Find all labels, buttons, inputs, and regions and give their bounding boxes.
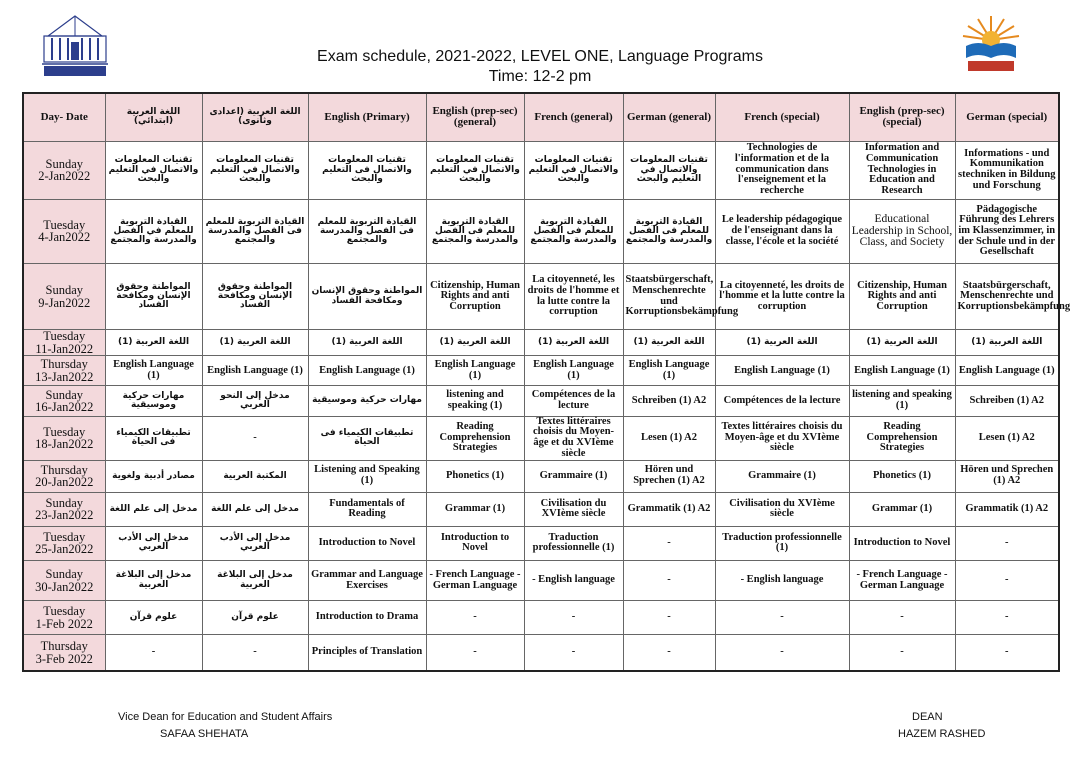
exam-cell: المكتبة العربية xyxy=(202,460,308,492)
exam-cell: Compétences de la lecture xyxy=(715,386,849,416)
exam-cell: Pädagogische Führung des Lehrers im Klassenzimmer, in der Schule und in der Gesellschaft xyxy=(955,199,1059,263)
table-row xyxy=(23,635,1059,671)
table-row xyxy=(23,356,1059,386)
date-label: 9-Jan2022 xyxy=(38,295,91,310)
exam-cell: Reading Comprehension Strategies xyxy=(849,416,955,460)
column-header: French (general) xyxy=(524,93,623,141)
exam-cell: Technologies de l'information et de la communication dans l'enseignement et la recherche xyxy=(715,141,849,199)
exam-cell: تقنيات المعلومات والاتصال فى التعليم والبحث xyxy=(308,141,426,199)
exam-cell: تقنيات المعلومات والاتصال في التعليم والبحث xyxy=(524,141,623,199)
table-row xyxy=(23,416,1059,460)
date-cell xyxy=(23,416,105,460)
exam-cell: Staatsbürgerschaft, Menschenrechte und Korruptionsbekämpfung xyxy=(955,263,1059,329)
exam-cell: Introduction to Novel xyxy=(426,526,524,560)
exam-cell: - xyxy=(426,635,524,671)
table-row xyxy=(23,460,1059,492)
exam-cell: Grammatik (1) A2 xyxy=(955,492,1059,526)
exam-cell: Grammaire (1) xyxy=(524,460,623,492)
date-cell xyxy=(23,356,105,386)
exam-cell: Phonetics (1) xyxy=(426,460,524,492)
exam-cell: Introduction to Drama xyxy=(308,601,426,635)
exam-cell: Listening and Speaking (1) xyxy=(308,460,426,492)
exam-cell: علوم قرآن xyxy=(202,601,308,635)
exam-cell: English Language (1) xyxy=(524,356,623,386)
table-body xyxy=(23,141,1071,671)
exam-cell: - xyxy=(202,635,308,671)
exam-cell: Lesen (1) A2 xyxy=(955,416,1059,460)
exam-cell: English Language (1) xyxy=(426,356,524,386)
day-label: Sunday xyxy=(45,567,83,582)
exam-cell: - xyxy=(623,526,715,560)
exam-cell: اللغة العربية (1) xyxy=(202,330,308,356)
exam-cell: La citoyenneté, les droits de l'homme et la lutte contre la corruption xyxy=(524,263,623,329)
column-header: اللغة العربية (اعدادى وثانوى) xyxy=(202,93,308,141)
date-cell xyxy=(23,141,105,199)
exam-cell: Hören und Sprechen (1) A2 xyxy=(623,460,715,492)
exam-cell: - xyxy=(955,560,1059,600)
date-cell xyxy=(23,635,105,671)
exam-cell: القيادة التربوية للمعلم في الفصل والمدرسة والمجتمع xyxy=(105,199,202,263)
table-row xyxy=(23,492,1059,526)
date-label: 16-Jan2022 xyxy=(35,400,94,414)
exam-cell: - xyxy=(202,416,308,460)
date-cell xyxy=(23,460,105,492)
exam-cell: اللغة العربية (1) xyxy=(426,330,524,356)
exam-cell: مدخل إلى الأدب العربي xyxy=(105,526,202,560)
exam-cell: Traduction professionnelle (1) xyxy=(715,526,849,560)
date-label: 2-Jan2022 xyxy=(38,169,91,184)
exam-schedule-table xyxy=(22,92,1071,672)
exam-time: Time: 12-2 pm xyxy=(488,68,592,85)
exam-cell: - xyxy=(715,635,849,671)
date-label: 20-Jan2022 xyxy=(35,475,94,490)
column-header: Day- Date xyxy=(23,93,105,141)
exam-cell: Grammar (1) xyxy=(426,492,524,526)
exam-cell: القيادة التربوية للمعلم فى الفصل والمدرسة والمجتمع xyxy=(426,199,524,263)
day-label: Sunday xyxy=(45,283,83,298)
day-label: Tuesday xyxy=(43,604,86,619)
date-cell xyxy=(23,263,105,329)
exam-cell: المواطنة وحقوق الإنسان ومكافحة الفساد xyxy=(202,263,308,329)
university-logo xyxy=(38,14,112,78)
exam-cell: - xyxy=(955,526,1059,560)
exam-cell: Textes littéraires choisis du Moyen-âge et du XVIème siècle xyxy=(524,416,623,460)
exam-cell: تطبيقات الكيمياء فى الحياة xyxy=(105,416,202,460)
exam-cell: Grammar and Language Exercises xyxy=(308,560,426,600)
date-cell xyxy=(23,601,105,635)
exam-cell: Le leadership pédagogique de l'enseignant dans la classe, l'école et la société xyxy=(715,199,849,263)
exam-cell: English Language (1) xyxy=(105,356,202,386)
table-row xyxy=(23,199,1059,263)
exam-cell: - xyxy=(105,635,202,671)
exam-cell: Civilisation du XVIème siècle xyxy=(715,492,849,526)
date-label: 1-Feb 2022 xyxy=(35,616,93,631)
date-cell xyxy=(23,526,105,560)
exam-cell: Citizenship, Human Rights and anti Corruption xyxy=(849,263,955,329)
exam-cell: - xyxy=(715,601,849,635)
date-label: 25-Jan2022 xyxy=(35,542,94,557)
exam-cell: listening and speaking (1) xyxy=(849,386,955,416)
exam-cell: - xyxy=(849,601,955,635)
exam-cell: Reading Comprehension Strategies xyxy=(426,416,524,460)
date-label: 23-Jan2022 xyxy=(35,508,94,523)
exam-cell: اللغة العربية (1) xyxy=(623,330,715,356)
exam-cell: اللغة العربية (1) xyxy=(715,330,849,356)
exam-cell: English Language (1) xyxy=(308,356,426,386)
exam-cell: Compétences de la lecture xyxy=(524,386,623,416)
exam-cell: Staatsbürgerschaft, Menschenrechte und Korruptionsbekämpfung xyxy=(623,263,715,329)
exam-cell: Citizenship, Human Rights and anti Corruption xyxy=(426,263,524,329)
exam-cell: مدخل إلى النحو العربي xyxy=(202,386,308,416)
exam-cell: Phonetics (1) xyxy=(849,460,955,492)
day-label: Sunday xyxy=(45,387,83,402)
exam-cell: المواطنة وحقوق الإنسان ومكافحة الفساد xyxy=(105,263,202,329)
exam-cell: مدخل إلى البلاغة العربية xyxy=(202,560,308,600)
day-label: Tuesday xyxy=(43,424,86,439)
exam-cell: علوم قرآن xyxy=(105,601,202,635)
exam-cell: - xyxy=(524,635,623,671)
exam-cell: مدخل إلى علم اللغة xyxy=(202,492,308,526)
exam-cell: English Language (1) xyxy=(715,356,849,386)
exam-cell: تطبيقات الكيمياء فى الحياة xyxy=(308,416,426,460)
exam-cell: - French Language - German Language xyxy=(426,560,524,600)
exam-cell: Lesen (1) A2 xyxy=(623,416,715,460)
exam-cell: - xyxy=(524,601,623,635)
date-cell xyxy=(23,199,105,263)
day-label: Tuesday xyxy=(43,329,86,344)
table-row xyxy=(23,330,1059,356)
day-label: Tuesday xyxy=(43,217,86,232)
exam-cell: Schreiben (1) A2 xyxy=(623,386,715,416)
exam-cell: - English language xyxy=(524,560,623,600)
schedule-title: Exam schedule, 2021-2022, LEVEL ONE, Language Programs xyxy=(317,48,763,65)
exam-cell: - xyxy=(849,635,955,671)
exam-cell: Grammatik (1) A2 xyxy=(623,492,715,526)
date-label: 30-Jan2022 xyxy=(35,579,94,594)
date-label: 4-Jan2022 xyxy=(38,230,91,245)
column-header: German (general) xyxy=(623,93,715,141)
table-row xyxy=(23,526,1059,560)
table-header-row xyxy=(23,93,1059,141)
table-row xyxy=(23,601,1059,635)
exam-cell: Civilisation du XVIème siècle xyxy=(524,492,623,526)
exam-cell: - xyxy=(623,560,715,600)
table-row xyxy=(23,141,1059,199)
exam-cell: La citoyenneté, les droits de l'homme et la lutte contre la corruption xyxy=(715,263,849,329)
exam-cell: - xyxy=(955,635,1059,671)
exam-cell: Hören und Sprechen (1) A2 xyxy=(955,460,1059,492)
date-cell xyxy=(23,560,105,600)
exam-cell: مهارات حركية وموسيقية xyxy=(105,386,202,416)
day-label: Sunday xyxy=(45,156,83,171)
exam-cell: مهارات حركية وموسيقية xyxy=(308,386,426,416)
date-label: 3-Feb 2022 xyxy=(35,651,93,666)
exam-cell: Grammar (1) xyxy=(849,492,955,526)
exam-cell: مصادر أدبية ولغوية xyxy=(105,460,202,492)
exam-cell: Principles of Translation xyxy=(308,635,426,671)
exam-cell: Information and Communication Technologies in Education and Research xyxy=(849,141,955,199)
dean-title: DEAN xyxy=(912,711,943,723)
vice-dean-title: Vice Dean for Education and Student Affairs xyxy=(118,711,333,723)
exam-cell: listening and speaking (1) xyxy=(426,386,524,416)
exam-cell: English Language (1) xyxy=(849,356,955,386)
exam-cell: تقنيات المعلومات والاتصال في التعليم والبحث xyxy=(426,141,524,199)
faculty-logo xyxy=(958,14,1024,74)
day-label: Thursday xyxy=(40,639,88,654)
exam-cell: - xyxy=(955,601,1059,635)
exam-cell: - English language xyxy=(715,560,849,600)
table-row xyxy=(23,560,1059,600)
dean-name: HAZEM RASHED xyxy=(898,728,986,740)
day-label: Thursday xyxy=(40,462,88,477)
date-label: 13-Jan2022 xyxy=(35,369,94,384)
exam-cell: Textes littéraires choisis du Moyen-âge et du XVIème siècle xyxy=(715,416,849,460)
exam-cell: اللغة العربية (1) xyxy=(308,330,426,356)
date-label: 11-Jan2022 xyxy=(35,341,94,356)
exam-cell: - xyxy=(623,601,715,635)
exam-cell: - xyxy=(623,635,715,671)
column-header: German (special) xyxy=(955,93,1059,141)
exam-cell: - xyxy=(426,601,524,635)
exam-cell: English Language (1) xyxy=(202,356,308,386)
vice-dean-name: SAFAA SHEHATA xyxy=(160,728,249,740)
exam-cell: المواطنة وحقوق الإنسان ومكافحة الفساد xyxy=(308,263,426,329)
date-cell xyxy=(23,330,105,356)
date-label: 18-Jan2022 xyxy=(35,437,94,452)
date-cell xyxy=(23,492,105,526)
column-header: English (prep-sec) (special) xyxy=(849,93,955,141)
column-header: اللغة العربية (ابتدائي) xyxy=(105,93,202,141)
exam-cell: تقنيات المعلومات والاتصال في التعليم والبحث xyxy=(202,141,308,199)
table-row xyxy=(23,263,1059,329)
exam-cell: القيادة التربوية للمعلم فى الفصل والمدرسة والمجتمع xyxy=(524,199,623,263)
exam-cell: القيادة التربوية للمعلم فى الفصل والمدرسة والمجتمع xyxy=(308,199,426,263)
exam-cell: اللغة العربية (1) xyxy=(849,330,955,356)
exam-cell: القيادة التربوية للمعلم فى الفصل والمدرسة والمجتمع xyxy=(623,199,715,263)
exam-cell: القيادة التربوية للمعلم فى الفصل والمدرسة والمجتمع xyxy=(202,199,308,263)
exam-cell: اللغة العربية (1) xyxy=(955,330,1059,356)
exam-cell: Educational Leadership in School, Class, and Society xyxy=(849,199,955,263)
exam-cell: تقنيات المعلومات والاتصال في التعليم والبحث xyxy=(623,141,715,199)
exam-cell: تقنيات المعلومات والاتصال في التعليم والبحث xyxy=(105,141,202,199)
date-cell xyxy=(23,386,105,416)
exam-cell: Schreiben (1) A2 xyxy=(955,386,1059,416)
day-label: Tuesday xyxy=(43,529,86,544)
exam-cell: Grammaire (1) xyxy=(715,460,849,492)
exam-cell: Traduction professionnelle (1) xyxy=(524,526,623,560)
column-header: English (Primary) xyxy=(308,93,426,141)
exam-cell: اللغة العربية (1) xyxy=(105,330,202,356)
day-label: Thursday xyxy=(40,357,88,372)
exam-cell: - French Language - German Language xyxy=(849,560,955,600)
exam-cell: English Language (1) xyxy=(623,356,715,386)
exam-cell: مدخل إلى علم اللغة xyxy=(105,492,202,526)
exam-cell: Introduction to Novel xyxy=(849,526,955,560)
exam-cell: اللغة العربية (1) xyxy=(524,330,623,356)
exam-cell: English Language (1) xyxy=(955,356,1059,386)
exam-cell: مدخل إلى البلاغة العربية xyxy=(105,560,202,600)
exam-cell: Informations - und Kommunikation stechniken in Bildung und Forschung xyxy=(955,141,1059,199)
day-label: Sunday xyxy=(45,495,83,510)
column-header: French (special) xyxy=(715,93,849,141)
exam-cell: مدخل إلى الأدب العربي xyxy=(202,526,308,560)
exam-cell: Fundamentals of Reading xyxy=(308,492,426,526)
exam-cell: Introduction to Novel xyxy=(308,526,426,560)
column-header: English (prep-sec) (general) xyxy=(426,93,524,141)
table-row xyxy=(23,386,1059,416)
